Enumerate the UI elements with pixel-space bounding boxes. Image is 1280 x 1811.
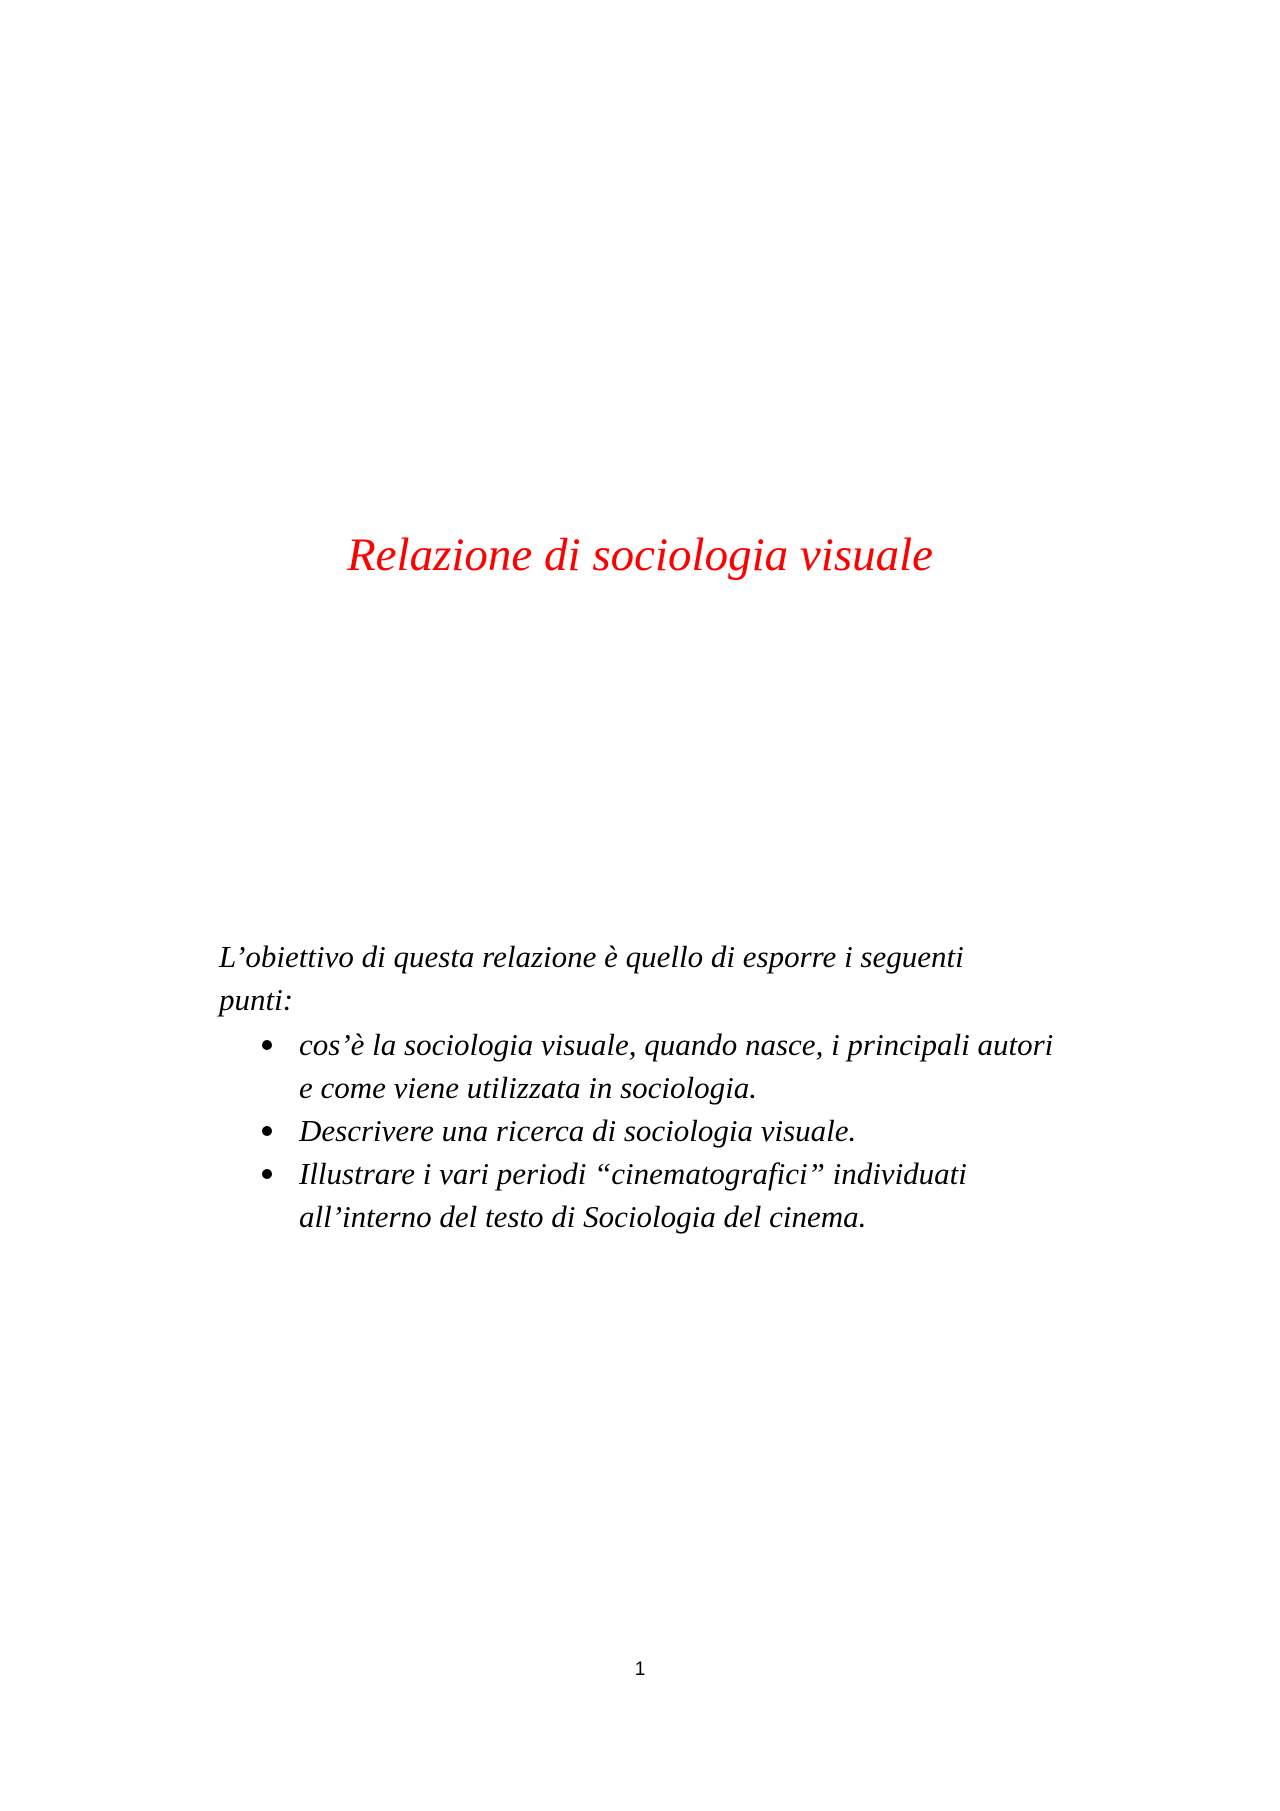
list-item-line: all’interno del testo di Sociologia del cinema. (299, 1199, 867, 1234)
bullet-icon (262, 1040, 272, 1050)
list-item-line: Illustrare i vari periodi “cinematografici” individuati (299, 1156, 967, 1191)
list-item-line: e come viene utilizzata in sociologia. (299, 1070, 758, 1105)
list-item (258, 1152, 1158, 1238)
intro-paragraph (219, 935, 1079, 1021)
objectives-list (258, 1023, 1158, 1238)
list-item (258, 1023, 1158, 1109)
intro-line: punti: (219, 982, 294, 1017)
list-item-line: Descrivere una ricerca di sociologia visuale. (299, 1113, 857, 1148)
list-item-line: cos’è la sociologia visuale, quando nasce, i principali autori (299, 1027, 1054, 1062)
document-title: Relazione di sociologia visuale (346, 529, 934, 581)
list-item (258, 1109, 1158, 1152)
bullet-icon (262, 1169, 272, 1179)
bullet-icon (262, 1126, 272, 1136)
page-number: 1 (634, 1659, 646, 1680)
intro-line: L’obiettivo di questa relazione è quello di esporre i seguenti (219, 939, 964, 974)
